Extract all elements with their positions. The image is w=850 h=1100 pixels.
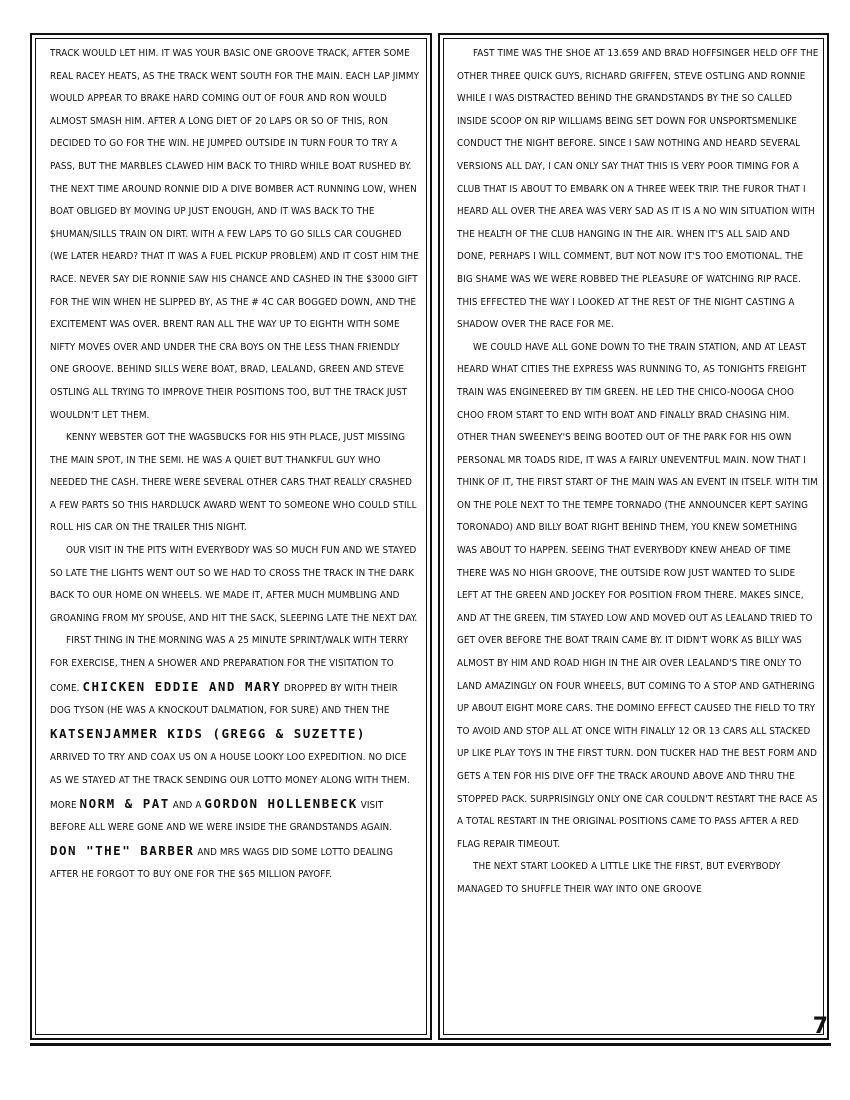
name-chicken-eddie-and-mary: CHICKEN EDDIE AND MARY [82,678,282,694]
bottom-rule [30,1043,831,1046]
left-margin-mark-3 [30,985,32,1015]
left-paragraph-4d: AND A [172,799,202,811]
name-don-the-barber: DON "THE" BARBER [50,842,195,858]
right-paragraph-2: WE COULD HAVE ALL GONE DOWN TO THE TRAIN STATION, AND AT LEAST HEARD WHAT CITIES THE EXPRESS WAS RUNNING TO, AS TONIGHTS FREIGHT TRAIN WAS ENGINEERED BY TIM GREEN. HE LED THE CHICO-NOOGA CHOO CHOO FROM START TO END WITH BOAT AND FINALLY BRAD CHASING HIM. OTHER THAN SWEENEY'S BEING BOOTED OUT OF THE PARK FOR HIS OWN PERSONAL MR TOADS RIDE, IT WAS A FAIRLY UNEVENTFUL MAIN. NOW THAT I THINK OF IT, THE FIRST START OF THE MAIN WAS AN EVENT IN ITSELF. WITH TIM ON THE POLE NEXT TO THE TEMPE TORNADO (THE ANNOUNCER KEPT SAYING TORONADO) AND BILLY BOAT RIGHT BEHIND THEM, YOU KNEW SOMETHING WAS ABOUT TO HAPPEN. SEEING THAT EVERYBODY KNEW AHEAD OF TIME THERE WAS NO HIGH GROOVE, THE OUTSIDE ROW JUST WANTED TO SLIDE LEFT AT THE GREEN AND JOCKEY FOR POSITION FROM THERE. MAKES SINCE, AND AT THE GREEN, TIM STAYED LOW AND MOVED OUT AS LEALAND TRIED TO GET OVER BEFORE THE BOAT TRAIN CAME BY. IT DIDN'T WORK AS BILLY WAS ALMOST BY HIM AND ROAD HIGH IN THE AIR OVER LEALAND'S TIRE ONLY TO LAND AMAZINGLY ON FOUR WHEELS, BUT COMING TO A STOP AND GATHERING UP ABOUT EIGHT MORE CARS. THE DOMINO EFFECT CAUSED THE FIELD TO TRY TO AVOID AND STOP ALL AT ONCE WITH FINALLY 12 OR 13 CARS ALL STACKED UP LIKE PLAY TOYS IN THE FIRST TURN. DON TUCKER HAD THE BEST FORM AND GETS A TEN FOR HIS DIVE OFF THE TRACK AROUND ABOVE AND THRU THE STOPPED PACK. SURPRISINGLY ONLY ONE CAR COULDN'T RESTART THE RACE AS A TOTAL RESTART IN THE ORIGINAL POSITIONS CAME TO PASS AFTER A RED FLAG REPAIR TIMEOUT. [457,341,818,850]
left-paragraph-4a: FIRST THING IN THE MORNING WAS A 25 MINUTE SPRINT/WALK WITH TERRY FOR EXERCISE, THEN A SHOWER AND PREPARATION FOR THE VISITATION TO COME. [50,635,409,694]
left-column [30,33,432,1040]
left-paragraph-2: KENNY WEBSTER GOT THE WAGSBUCKS FOR HIS 9TH PLACE, JUST MISSING THE MAIN SPOT, IN THE SEMI. HE WAS A QUIET BUT THANKFUL GUY WHO NEEDED THE CASH. THERE WERE SEVERAL OTHER CARS THAT REALLY CRASHED A FEW PARTS SO THIS HARDLUCK AWARD WENT TO SOMEONE WHO COULD STILL ROLL HIS CAR ON THE TRAILER THIS NIGHT. [50,432,417,534]
right-paragraph-1: FAST TIME WAS THE SHOE AT 13.659 AND BRAD HOFFSINGER HELD OFF THE OTHER THREE QUICK GUYS, RICHARD GRIFFEN, STEVE OSTLING AND RONNIE WHILE I WAS DISTRACTED BEHIND THE GRANDSTANDS BY THE SO CALLED INSIDE SCOOP ON RIP WILLIAMS BEING SET DOWN FOR UNSPORTSMENLIKE CONDUCT THE NIGHT BEFORE. SINCE I SAW NOTHING AND HEARD SEVERAL VERSIONS ALL DAY, I CAN ONLY SAY THAT THIS IS VERY POOR TIMING FOR A CLUB THAT IS ABOUT TO EMBARK ON A THREE WEEK TRIP. THE FUROR THAT I HEARD ALL OVER THE AREA WAS VERY SAD AS IT IS A NO WIN SITUATION WITH THE HEALTH OF THE CLUB HANGING IN THE AIR. WHEN IT'S ALL SAID AND DONE, PERHAPS I WILL COMMENT, BUT NOT NOW IT'S TOO EMOTIONAL. THE BIG SHAME WAS WE WERE ROBBED THE PLEASURE OF WATCHING RIP RACE. THIS EFFECTED THE WAY I LOOKED AT THE REST OF THE NIGHT CASTING A SHADOW OVER THE RACE FOR ME. [457,48,819,331]
left-paragraph-3: OUR VISIT IN THE PITS WITH EVERYBODY WAS SO MUCH FUN AND WE STAYED SO LATE THE LIGHTS WENT OUT SO WE HAD TO CROSS THE TRACK IN THE DARK BACK TO OUR HOME ON WHEELS. WE MADE IT, AFTER MUCH MUMBLING AND GROANING FROM MY SPOUSE, AND HIT THE SACK, SLEEPING LATE THE NEXT DAY. [50,545,418,624]
left-paragraph-1: TRACK WOULD LET HIM. IT WAS YOUR BASIC ONE GROOVE TRACK, AFTER SOME REAL RACEY HEATS, AS THE TRACK WENT SOUTH FOR THE MAIN. EACH LAP JIMMY WOULD APPEAR TO BRAKE HARD COMING OUT OF FOUR AND RON WOULD ALMOST SMASH HIM. AFTER A LONG DIET OF 20 LAPS OR SO OF THIS, RON DECIDED TO GO FOR THE WIN. HE JUMPED OUTSIDE IN TURN FOUR TO TRY A PASS, BUT THE MARBLES CLAWED HIM BACK TO THIRD WHILE BOAT RUSHED BY. THE NEXT TIME AROUND RONNIE DID A DIVE BOMBER ACT RUNNING LOW, WHEN BOAT OBLIGED BY MOVING UP JUST ENOUGH, AND IT WAS BACK TO THE $HUMAN/SILLS TRAIN ON DIRT. WITH A FEW LAPS TO GO SILLS CAR COUGHED (WE LATER HEARD? THAT IT WAS A FUEL PICKUP PROBLEM) AND IT COST HIM THE RACE. NEVER SAY DIE RONNIE SAW HIS CHANCE AND CASHED IN THE $3000 GIFT FOR THE WIN WHEN HE SLIPPED BY, AS THE # 4C CAR BOGGED DOWN, AND THE EXCITEMENT WAS OVER. BRENT RAN ALL THE WAY UP TO EIGHTH WITH SOME NIFTY MOVES OVER AND UNDER THE CRA BOYS ON THE LESS THAN FRIENDLY ONE GROOVE. BEHIND SILLS WERE BOAT, BRAD, LEALAND, GREEN AND STEVE OSTLING ALL TRYING TO IMPROVE THEIR POSITIONS TOO, BUT THE TRACK JUST WOULDN'T LET THEM. [50,48,420,421]
left-paragraph-4e: VISIT BEFORE ALL WERE GONE AND WE WERE INSIDE THE GRANDSTANDS AGAIN. [50,799,393,834]
page-number: 7 [812,1014,828,1039]
name-norm-and-pat: NORM & PAT [79,795,170,811]
left-paragraph-4c: ARRIVED TO TRY AND COAX US ON A HOUSE LOOKY LOO EXPEDITION. NO DICE AS WE STAYED AT THE TRACK SENDING OUR LOTTO MONEY ALONG WITH THEM. MORE [50,752,410,811]
left-paragraph-4b: DROPPED BY WITH THEIR DOG TYSON (HE WAS A KNOCKOUT DALMATION, FOR SURE) AND THEN THE [50,682,398,717]
page-frame [30,33,831,1043]
left-margin-mark-2 [30,520,32,540]
left-paragraph-4f: AND MRS WAGS DID SOME LOTTO DEALING AFTER HE FORGOT TO BUY ONE FOR THE $65 MILLION PAYOFF. [50,846,394,881]
name-katsenjammer-kids: KATSENJAMMER KIDS (GREGG & SUZETTE) [50,725,366,741]
left-column-text [50,43,420,887]
right-column-text [457,43,819,902]
name-gordon-hollenbeck: GORDON HOLLENBECK [204,795,358,811]
left-margin-mark [30,90,32,120]
left-paragraph-4 [50,630,420,887]
right-paragraph-3: THE NEXT START LOOKED A LITTLE LIKE THE FIRST, BUT EVERYBODY MANAGED TO SHUFFLE THEIR WAY INTO ONE GROOVE [457,861,781,895]
right-column [438,33,829,1040]
